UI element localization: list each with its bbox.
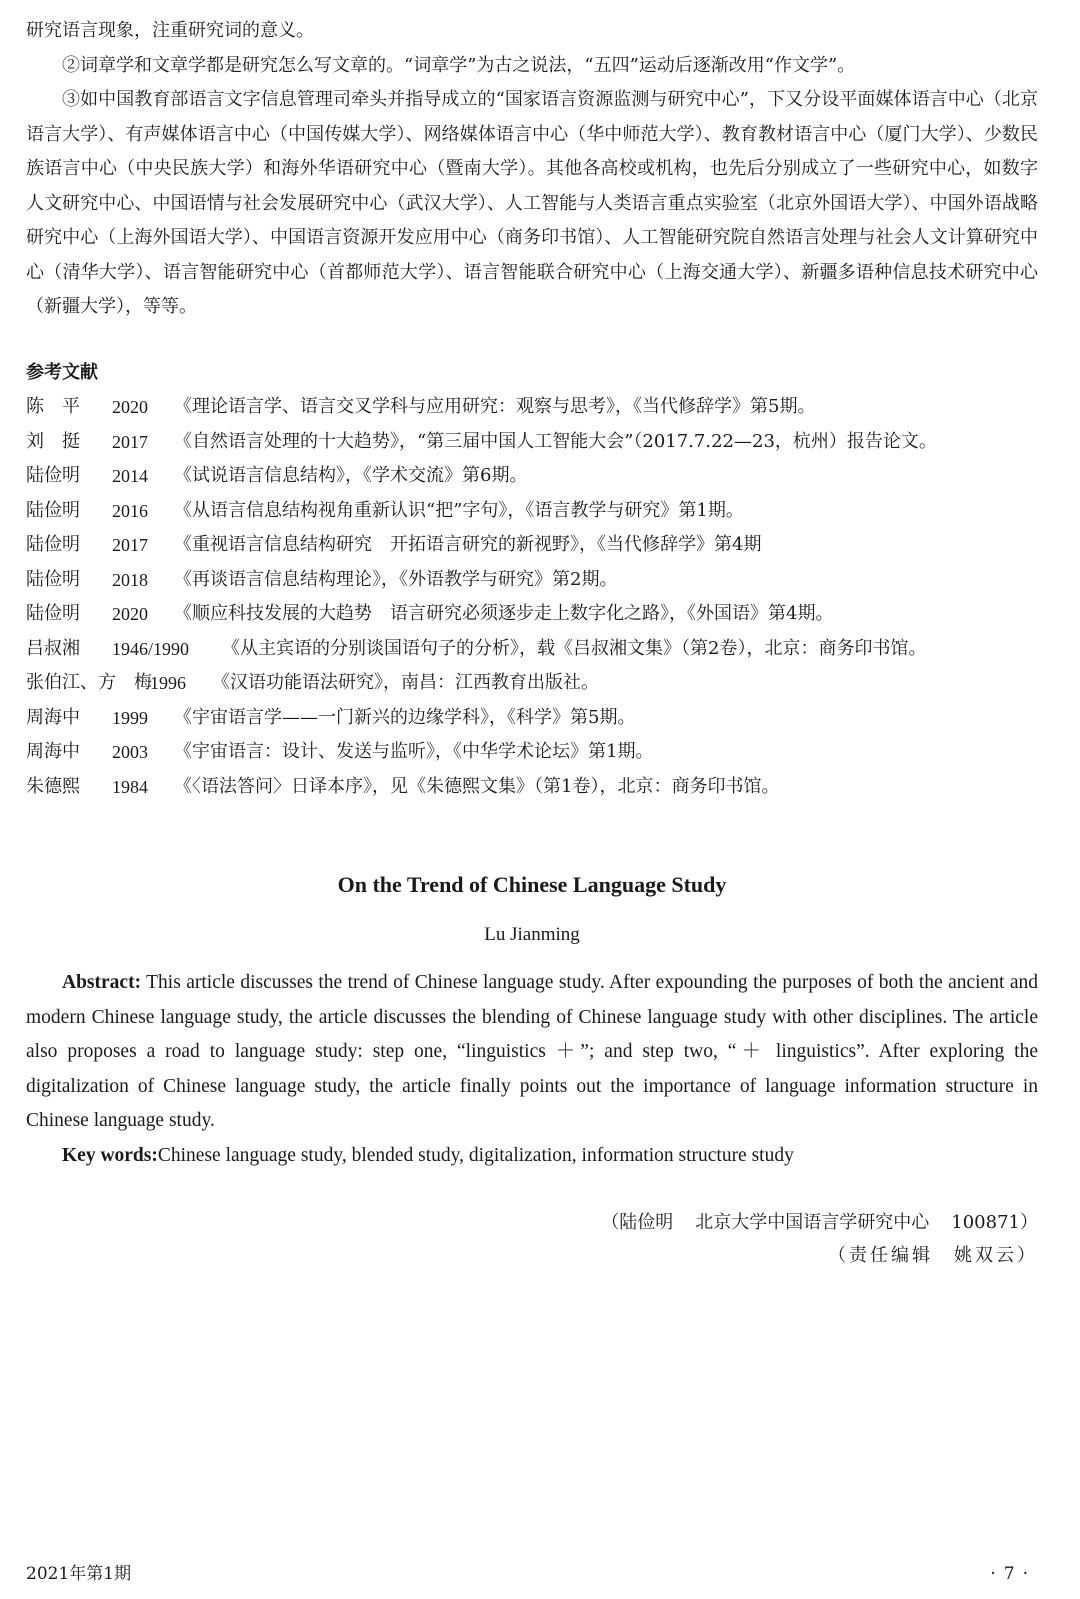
reference-item [26, 632, 1038, 667]
reference-item [26, 666, 1038, 701]
reference-text: 《自然语言处理的十大趋势》，“第三届中国人工智能大会”（2017.7.22—23，杭州）报告论文。 [174, 430, 937, 452]
footer-issue: 2021年第1期 [26, 1564, 132, 1584]
reference-item [26, 459, 1038, 494]
reference-author: 陆俭明 [26, 568, 80, 590]
reference-year: 2020 [112, 604, 148, 624]
reference-year: 2014 [112, 466, 148, 486]
keywords-label: Key words: [62, 1144, 158, 1166]
reference-year: 2017 [112, 431, 148, 452]
reference-item [26, 494, 1038, 529]
footer-page-number: ·7· [990, 1564, 1036, 1584]
keywords-text: Chinese language study, blended study, digitalization, information structure study [157, 1144, 794, 1166]
reference-year: 1984 [112, 776, 148, 797]
reference-text: 《从语言信息结构视角重新认识“把”字句》，《语言教学与研究》第1期。 [174, 499, 744, 521]
reference-author: 陆俭明 [26, 534, 80, 555]
reference-text: 《重视语言信息结构研究 开拓语言研究的新视野》，《当代修辞学》第4期 [174, 534, 762, 555]
affiliation-institution: 北京大学中国语言学研究中心 [695, 1212, 930, 1233]
reference-item [26, 390, 1038, 425]
reference-year: 2018 [112, 569, 148, 590]
affiliation-postcode: 100871） [951, 1212, 1038, 1233]
reference-author: 朱德熙 [26, 775, 80, 797]
reference-text: 《顺应科技发展的大趋势 语言研究必须逐步走上数字化之路》，《外国语》第4期。 [174, 603, 834, 624]
reference-item [26, 770, 1038, 805]
footnote-2: ②词章学和文章学都是研究怎么写文章的。“词章学”为古之说法，“五四”运动后逐渐改用“作文学”。 [62, 54, 856, 76]
reference-item [26, 425, 1038, 460]
affiliation-name: （陆俭明 [601, 1212, 674, 1233]
reference-author: 周海中 [26, 741, 80, 762]
reference-text: 《宇宙语言学——一门新兴的边缘学科》，《科学》第5期。 [174, 706, 636, 728]
reference-author: 陈平 [26, 396, 98, 417]
references-list [26, 390, 1038, 804]
reference-year: 1946/1990 [112, 638, 190, 659]
abstract-text: This article discusses the trend of Chinese language study. After expounding the purposes of both the ancient and modern Chinese language study, the article discusses the blending of Chinese language study with other disciplines. The article also proposes a road to language study: step one, “linguistics ＋”; and step two, “＋ linguistics”. After exploring the digitalization of Chinese language study, the article finally points out the importance of language information structure in Chinese language study. [26, 972, 1038, 1131]
reference-text: 《试说语言信息结构》，《学术交流》第6期。 [174, 465, 528, 486]
reference-author: 陆俭明 [26, 465, 80, 486]
reference-text: 《汉语功能语法研究》，南昌：江西教育出版社。 [212, 672, 599, 693]
reference-author: 陆俭明 [26, 499, 80, 521]
reference-year: 1999 [112, 707, 148, 728]
reference-year: 1996 [150, 673, 186, 693]
reference-author: 张伯江、方 梅 [26, 672, 152, 693]
reference-item [26, 597, 1038, 632]
reference-item [26, 528, 1038, 563]
reference-year: 2016 [112, 500, 148, 521]
english-author: Lu Jianming [484, 924, 580, 945]
reference-item [26, 735, 1038, 770]
reference-item [26, 563, 1038, 598]
reference-text: 《〈语法答问〉日译本序》，见《朱德熙文集》（第1卷），北京：商务印书馆。 [174, 775, 780, 797]
reference-text: 《再谈语言信息结构理论》，《外语教学与研究》第2期。 [174, 568, 618, 590]
responsible-editor: （责任编辑 姚双云） [828, 1245, 1038, 1266]
english-title: On the Trend of Chinese Language Study [337, 872, 727, 897]
author-affiliation [26, 1206, 1038, 1239]
keywords [26, 1139, 1038, 1174]
reference-item [26, 701, 1038, 736]
reference-author: 陆俭明 [26, 603, 80, 624]
reference-year: 2017 [112, 535, 148, 555]
reference-year: 2003 [112, 742, 148, 762]
reference-text: 《宇宙语言：设计、发送与监听》，《中华学术论坛》第1期。 [174, 741, 654, 762]
page-content [26, 14, 1038, 1272]
abstract-label: Abstract: [62, 972, 142, 993]
reference-author: 周海中 [26, 706, 80, 728]
reference-author: 刘挺 [26, 430, 98, 452]
reference-year: 2020 [112, 397, 148, 417]
abstract [26, 966, 1038, 1139]
reference-text: 《从主宾语的分别谈国语句子的分析》，载《吕叔湘文集》（第2卷），北京：商务印书馆。 [222, 637, 927, 659]
reference-text: 《理论语言学、语言交叉学科与应用研究：观察与思考》，《当代修辞学》第5期。 [174, 396, 816, 417]
reference-author: 吕叔湘 [26, 637, 80, 659]
footnote-continuation: 研究语言现象，注重研究词的意义。 [26, 20, 314, 41]
footnote-3: ③如中国教育部语言文字信息管理司牵头并指导成立的“国家语言资源监测与研究中心”，下又分设平面媒体语言中心（北京语言大学）、有声媒体语言中心（中国传媒大学）、网络媒体语言中心（华中师范大学）、教育教材语言中心（厦门大学）、少数民族语言中心（中央民族大学）和海外华语研究中心（暨南大学）。其他各高校或机构，也先后分别成立了一些研究中心，如数字人文研究中心、中国语情与社会发展研究中心（武汉大学）、人工智能与人类语言重点实验室（北京外国语大学）、中国外语战略研究中心（上海外国语大学）、中国语言资源开发应用中心（商务印书馆）、人工智能研究院自然语言处理与社会人文计算研究中心（清华大学）、语言智能研究中心（首都师范大学）、语言智能联合研究中心（上海交通大学）、新疆多语种信息技术研究中心（新疆大学），等等。 [26, 89, 1038, 317]
references-heading: 参考文献 [26, 361, 98, 383]
